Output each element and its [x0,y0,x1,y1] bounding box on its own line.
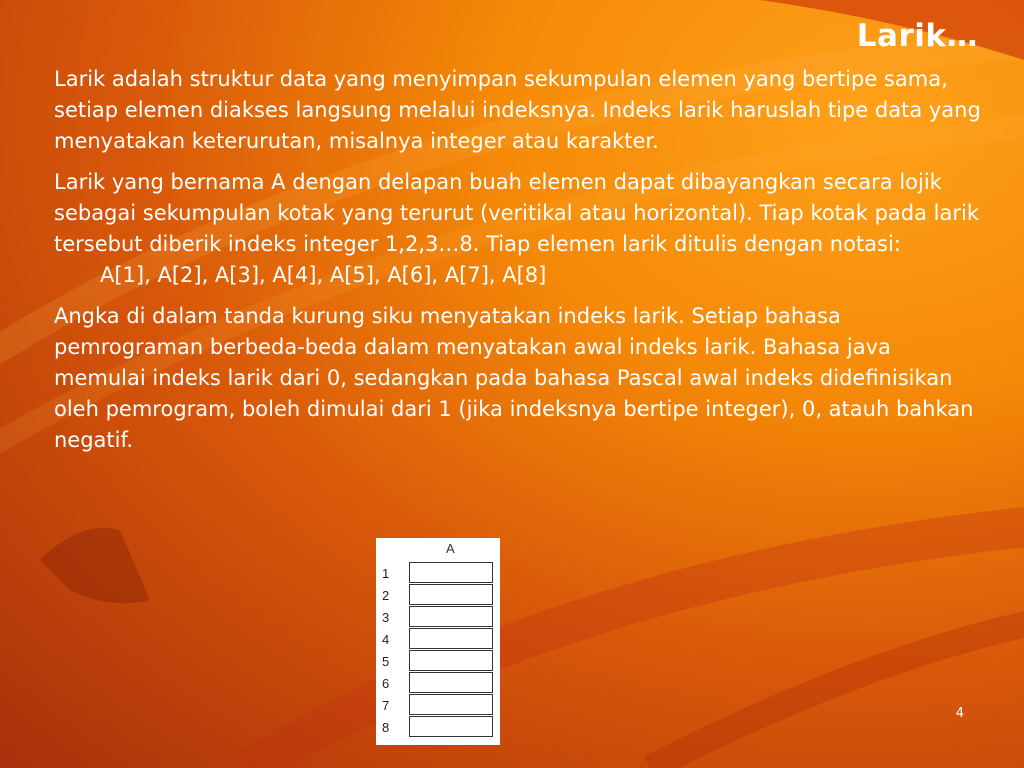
array-diagram [376,538,500,745]
array-cell-box [409,650,493,671]
slide-body [54,64,989,466]
array-cell-box [409,672,493,693]
array-index-label: 2 [382,588,390,603]
array-index-label: 6 [382,676,390,691]
array-cell-box [409,694,493,715]
paragraph-index-explanation: Angka di dalam tanda kurung siku menyatakan indeks larik. Setiap bahasa pemrograman berbeda-beda dalam menyatakan awal indeks larik. Bahasa java memulai indeks larik dari 0, sedangkan pada bahasa Pascal awal indeks didefinisikan oleh pemrogram, boleh dimulai dari 1 (jika indeksnya bertipe integer), 0, atauh bahkan negatif. [54,304,974,452]
paragraph-array-example-text: Larik yang bernama A dengan delapan buah elemen dapat dibayangkan secara lojik sebagai sekumpulan kotak yang terurut (veritikal atau horizontal). Tiap kotak pada larik tersebut diberik indeks integer 1,2,3…8. Tiap elemen larik ditulis dengan notasi: [54,170,979,256]
array-index-label: 7 [382,698,390,713]
array-index-label: 5 [382,654,390,669]
array-cell [376,694,500,716]
paragraph-array-example [54,167,989,291]
paragraph-definition: Larik adalah struktur data yang menyimpan sekumpulan elemen yang bertipe sama, setiap elemen diakses langsung melalui indeksnya. Indeks larik haruslah tipe data yang menyatakan keterurutan, misalnya integer atau karakter. [54,67,981,153]
array-cell-box [409,606,493,627]
array-cell [376,628,500,650]
array-cell [376,650,500,672]
array-index-label: 1 [382,566,390,581]
array-index-label: 4 [382,632,390,647]
slide-title: Larik… [856,18,978,54]
array-cell-box [409,584,493,605]
page-number: 4 [955,706,964,721]
array-cell-box [409,716,493,737]
array-name-label: A [446,541,455,556]
array-cell-box [409,628,493,649]
array-cell [376,584,500,606]
array-cell [376,672,500,694]
array-cell [376,716,500,738]
array-index-label: 8 [382,720,390,735]
array-cell [376,606,500,628]
array-cell [376,562,500,584]
array-index-label: 3 [382,610,390,625]
array-notation: A[1], A[2], A[3], A[4], A[5], A[6], A[7], A[8] [100,263,547,287]
array-cell-box [409,562,493,583]
